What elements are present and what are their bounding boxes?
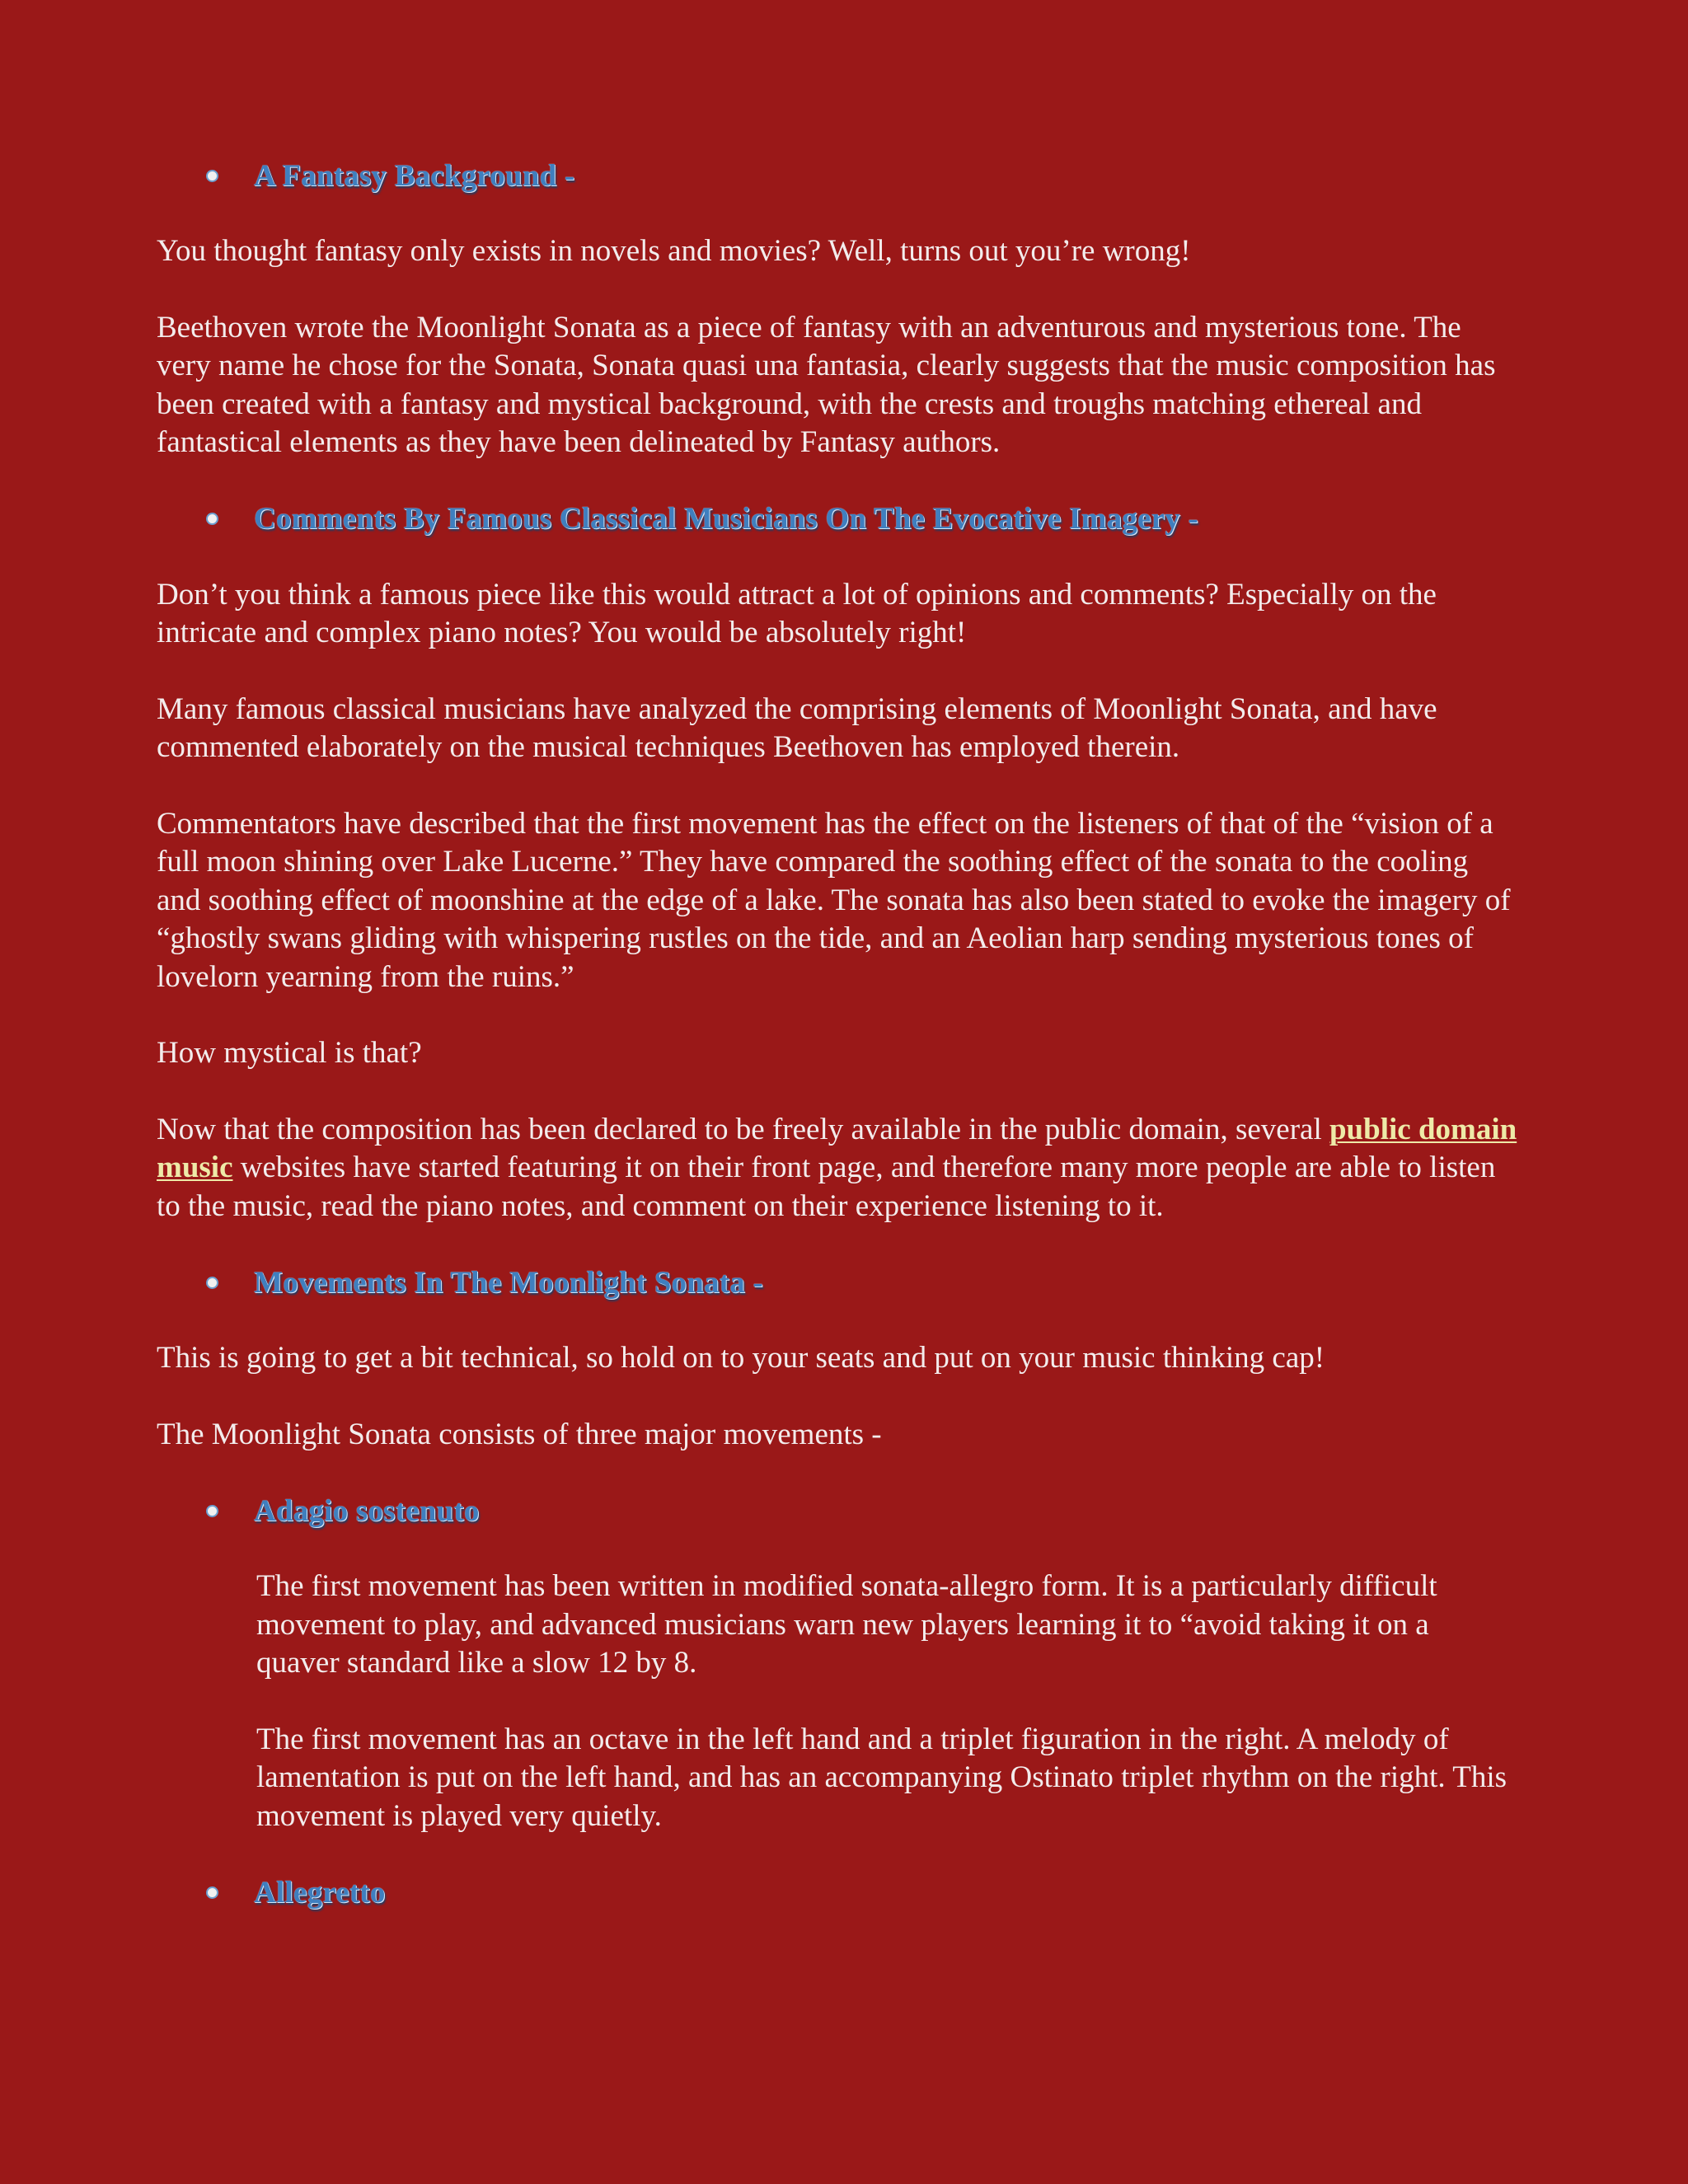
heading-text: Allegretto xyxy=(254,1875,386,1910)
paragraph: Don’t you think a famous piece like this would attract a lot of opinions and comments? Especially on the intricate and complex piano notes? You would be absolutely right! xyxy=(157,577,1437,649)
paragraph: Many famous classical musicians have analyzed the comprising elements of Moonlight Sonata, and have commented elaborately on the musical techniques Beethoven has employed therein. xyxy=(157,691,1437,764)
paragraph: This is going to get a bit technical, so hold on to your seats and put on your music thinking cap! xyxy=(157,1341,1325,1375)
paragraph: The first movement has an octave in the left hand and a triplet figuration in the right. A melody of lamentation is put on the left hand, and has an accompanying Ostinato triplet rhythm on the right. This movement is played very quietly. xyxy=(256,1722,1507,1833)
bullet-icon xyxy=(206,1886,218,1899)
paragraph: Commentators have described that the first movement has the effect on the listeners of that of the “vision of a full moon shining over Lake Lucerne.” They have compared the soothing effect of the sonata to the cooling and soothing effect of moonshine at the edge of a lake. The sonata has also been stated to evoke the imagery of “ghostly swans gliding with whispering rustles on the tide, and an Aeolian harp sending mysterious tones of lovelorn yearning from the ruins.” xyxy=(157,806,1511,994)
paragraph: Beethoven wrote the Moonlight Sonata as a piece of fantasy with an adventurous and mysterious tone. The very name he chose for the Sonata, Sonata quasi una fantasia, clearly suggests that the music composition has been created with a fantasy and mystical background, with the crests and troughs matching ethereal and fantastical elements as they have been delineated by Fantasy authors. xyxy=(157,310,1496,459)
paragraph-with-link xyxy=(157,1111,1519,1226)
section-heading-movements xyxy=(157,1263,1519,1301)
heading-text: A Fantasy Background - xyxy=(254,158,575,193)
subheading-adagio-sostenuto xyxy=(157,1492,1519,1530)
paragraph: You thought fantasy only exists in novels and movies? Well, turns out you’re wrong! xyxy=(157,234,1191,268)
section-heading-comments xyxy=(157,500,1519,538)
public-domain-music-link[interactable]: public domain music xyxy=(157,1112,1517,1184)
bullet-icon xyxy=(206,513,218,525)
bullet-icon xyxy=(206,170,218,182)
bullet-icon xyxy=(206,1277,218,1289)
bullet-icon xyxy=(206,1505,218,1517)
subheading-allegretto xyxy=(157,1873,1519,1911)
paragraph: How mystical is that? xyxy=(157,1036,422,1070)
paragraph-text: websites have started featuring it on their front page, and therefore many more people are able to listen to the music, read the piano notes, and comment on their experience listening to it. xyxy=(157,1151,1496,1223)
paragraph: The Moonlight Sonata consists of three major movements - xyxy=(157,1417,882,1451)
heading-text: Movements In The Moonlight Sonata - xyxy=(254,1265,763,1300)
heading-text: Adagio sostenuto xyxy=(254,1493,480,1528)
section-heading-fantasy xyxy=(157,157,1519,194)
heading-text: Comments By Famous Classical Musicians On The Evocative Imagery - xyxy=(254,502,1198,536)
paragraph-text: Now that the composition has been declared to be freely available in the public domain, several xyxy=(157,1112,1329,1146)
paragraph: The first movement has been written in modified sonata-allegro form. It is a particularly difficult movement to play, and advanced musicians warn new players learning it to “avoid taking it on a quaver standard like a slow 12 by 8. xyxy=(256,1569,1437,1680)
